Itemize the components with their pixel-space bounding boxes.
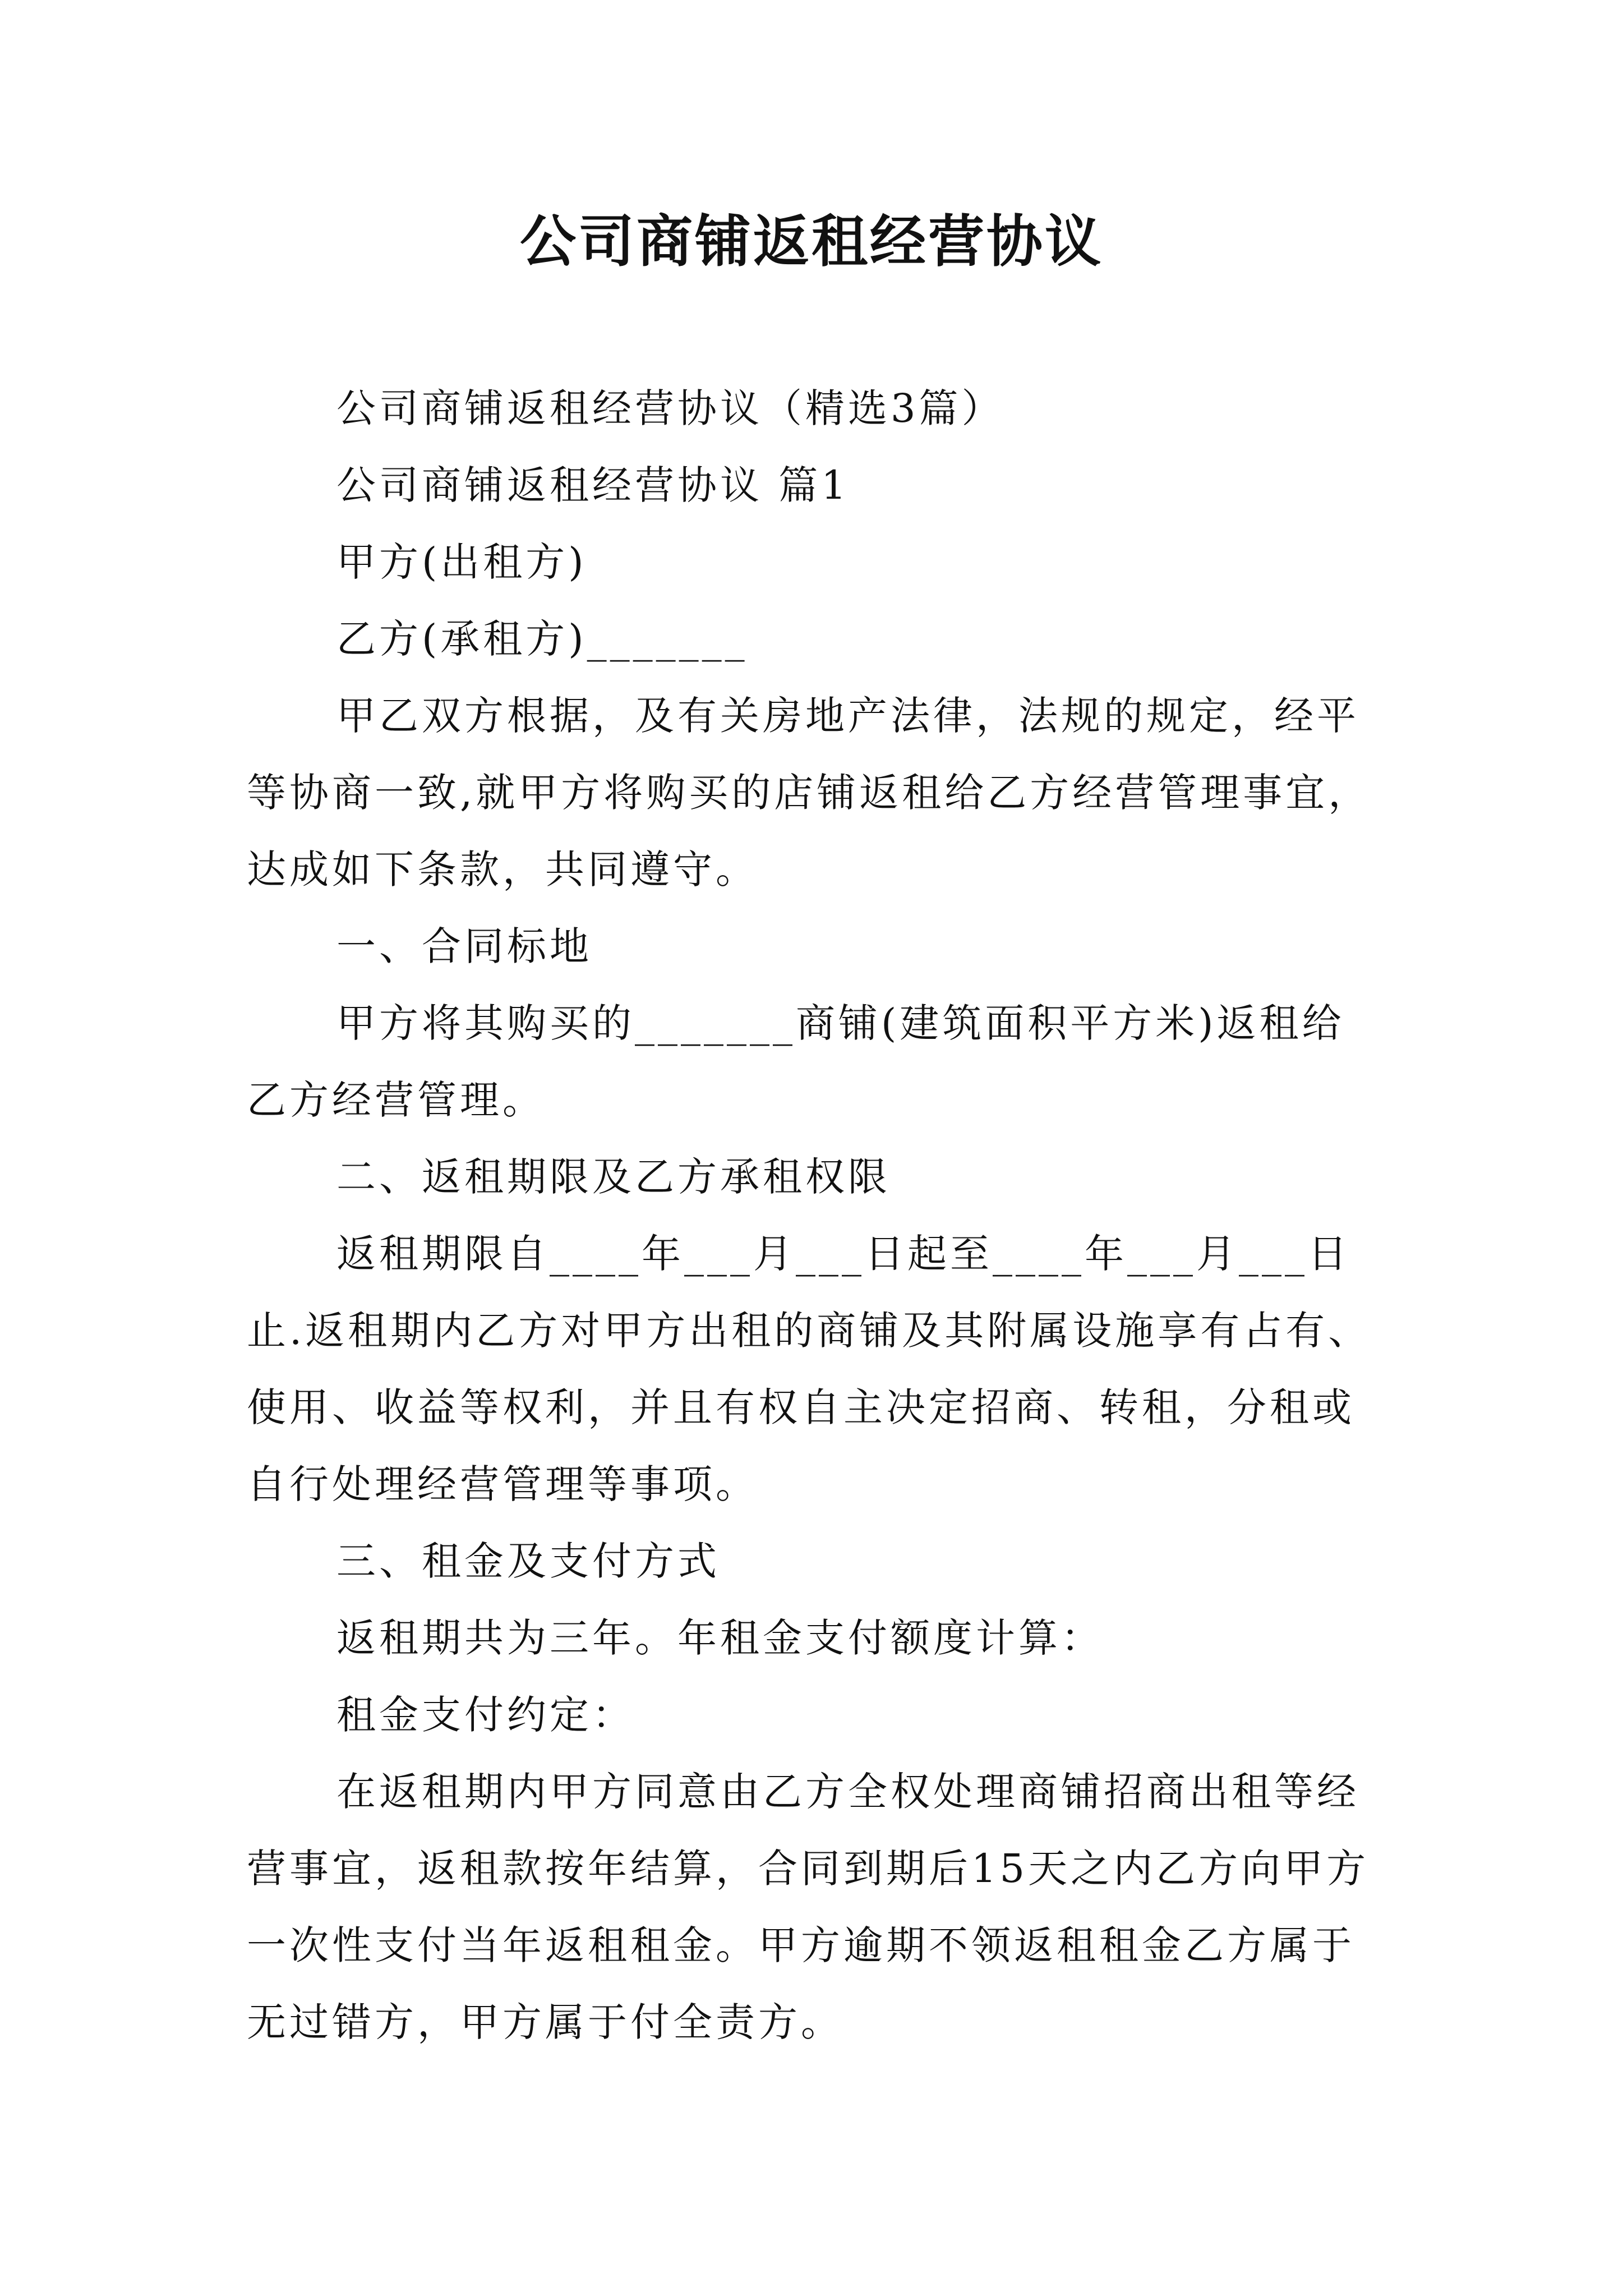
document-body (247, 370, 1385, 2061)
party-a-line: 甲方(出租方) (336, 539, 587, 585)
document-title: 公司商铺返租经营协议 (520, 208, 1103, 274)
clause-1-paragraph: 甲方将其购买的_______商铺(建筑面积平方米)返租给乙方经营管理。 (247, 1000, 1345, 1123)
clause-2-paragraph: 返租期限自____年___月___日起至____年___月___日止.返租期内乙方对甲方出租的商铺及其附属设施享有占有、使用、收益等权利，并且有权自主决定招商、转租，分租或自行处理经营管理等事项。 (247, 1231, 1371, 1507)
subtitle-selection: 公司商铺返租经营协议（精选3篇） (336, 385, 1004, 431)
party-b-line: 乙方(承租方)_______ (336, 616, 748, 662)
section-heading-article-1: 公司商铺返租经营协议 篇1 (336, 462, 850, 508)
clause-3-paragraph-2: 租金支付约定： (336, 1692, 635, 1738)
clause-3-paragraph-3: 在返租期内甲方同意由乙方全权处理商铺招商出租等经营事宜，返租款按年结算，合同到期后15天之内乙方向甲方一次性支付当年返租租金。甲方逾期不领返租租金乙方属于无过错方，甲方属于付全责方。 (247, 1769, 1370, 2045)
clause-heading-2: 二、返租期限及乙方承租权限 (336, 1154, 891, 1200)
clause-heading-1: 一、合同标地 (336, 923, 592, 969)
clause-heading-3: 三、租金及支付方式 (336, 1538, 720, 1584)
preamble-paragraph: 甲乙双方根据，及有关房地产法律，法规的规定，经平等协商一致,就甲方将购买的店铺返租给乙方经营管理事宜，达成如下条款，共同遵守。 (247, 693, 1371, 892)
clause-3-paragraph-1: 返租期共为三年。年租金支付额度计算： (336, 1615, 1104, 1661)
